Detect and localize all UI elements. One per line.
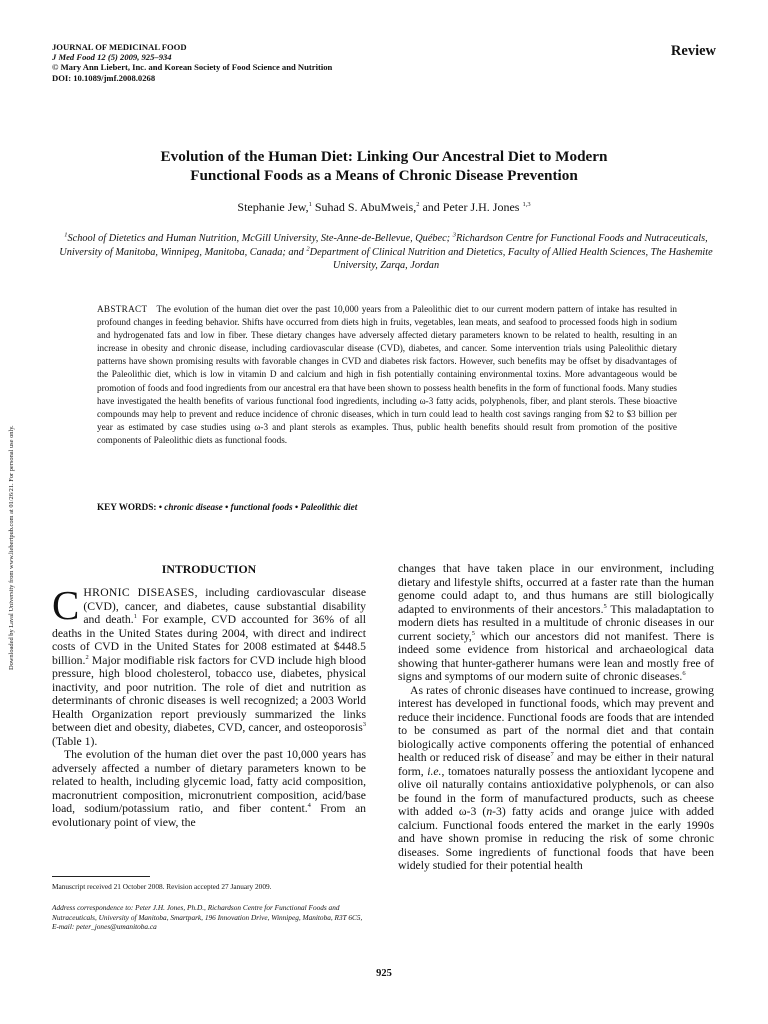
r1-text-b: This maladaptation to modern diets has resulted in a multitude of chronic diseases in our current society,	[398, 602, 714, 643]
intro-smallcaps: HRONIC DISEASES,	[83, 586, 198, 599]
ref-7: 7	[550, 751, 554, 759]
right-paragraph-2	[398, 684, 714, 873]
journal-header	[52, 42, 472, 83]
left-column	[52, 562, 366, 829]
p1-text-a: including cardiovascular disease (CVD), cancer, and diabetes, cause substantial disability and death.	[83, 586, 367, 626]
affil-3: Richardson Centre for Functional Foods and Nutraceuticals, University of Manitoba, Winnipeg, Manitoba, Canada; and	[59, 233, 708, 258]
p2-text-b: From an evolutionary point of view, the	[52, 802, 366, 829]
ref-4: 4	[307, 802, 311, 810]
r2-text-b: and may be either in their natural form,	[398, 751, 715, 778]
ref-5: 5	[603, 602, 607, 610]
author-3-affil: 1,3	[522, 201, 531, 208]
footnote-divider	[52, 876, 150, 877]
journal-citation: J Med Food 12 (5) 2009, 925–934	[52, 52, 172, 63]
affil-1: School of Dietetics and Human Nutrition, McGill University, Ste-Anne-de-Bellevue, Québec;	[67, 233, 453, 244]
ref-3: 3	[362, 721, 366, 729]
ref-6: 6	[682, 670, 686, 678]
intro-paragraph-2	[52, 748, 366, 829]
p1-text-d: (Table 1).	[52, 734, 98, 748]
affil-2-mark: 2	[306, 245, 310, 253]
r2-text-a: As rates of chronic diseases have continued to increase, growing interest has developed in functional foods, which may prevent and reduce their incidence. Functional foods are foods that are intended to be consumed as part of the normal diet and that contain biologically active components offering the potential of enhanced health or reduced risk of disease	[398, 683, 714, 764]
keywords	[97, 502, 677, 512]
drop-cap: C	[52, 582, 80, 628]
author-2: Suhad S. AbuMweis,	[311, 200, 417, 214]
ref-1: 1	[133, 613, 137, 621]
affil-1-mark: 1	[64, 231, 68, 239]
article-title	[100, 147, 668, 185]
author-1-affil: 1	[308, 201, 312, 208]
r1-text-c: which our ancestors did not manifest. There is indeed some evidence from historical and archaeological data showing that hunter-gatherer humans were lean and mostly free of signs and symptoms of our modern suite of chronic diseases.	[398, 629, 714, 683]
page-number: 925	[376, 968, 392, 979]
right-column	[398, 562, 714, 873]
author-2-affil: 2	[416, 201, 420, 208]
journal-name: JOURNAL OF MEDICINAL FOOD	[52, 42, 187, 52]
section-heading-introduction: INTRODUCTION	[161, 562, 257, 576]
doi-line: DOI: 10.1089/jmf.2008.0268	[52, 72, 156, 83]
author-1: Stephanie Jew,	[237, 200, 309, 214]
r2-text-d: -3) fatty acids and orange juice with added calcium. Functional foods entered the market in the early 1990s and have shown promise in reducing the risk of some chronic diseases. Some ingredients of functional foods that have been widely studied for their potential health	[398, 805, 714, 872]
affil-3-mark: 3	[452, 231, 456, 239]
title-line-2: Functional Foods as a Means of Chronic Disease Prevention	[190, 167, 578, 184]
title-line-1: Evolution of the Human Diet: Linking Our Ancestral Diet to Modern	[160, 148, 608, 165]
intro-paragraph-1	[52, 582, 367, 748]
r1-text-a: changes that have taken place in our environment, including dietary and lifestyle shifts, occurred at a faster rate than the human genome could adapt to, and thus humans are still biologically adapted to environments of their ancestors.	[398, 562, 714, 616]
copyright-line: © Mary Ann Liebert, Inc. and Korean Society of Food Science and Nutrition	[52, 62, 333, 73]
author-list	[150, 200, 618, 215]
abstract-text: The evolution of the human diet over the past 10,000 years from a Paleolithic diet to our current modern pattern of intake has resulted in profound changes in feeding behavior. Shifts have occurred from diets high in fruits, vegetables, lean meats, and seafood to processed foods high in sodium and hydrogenated fats and low in fiber. These dietary changes have adversely affected dietary parameters known to be related to health, resulting in an increase in obesity and chronic disease, including cardiovascular disease (CVD), diabetes, and cancer. Some intervention trials using Paleolithic dietary patterns have shown promising results with favorable changes in CVD and diabetes risk factors. However, such benefits may be offset by disadvantages of the Paleolithic diet, which is low in vitamin D and calcium and high in fish potentially containing environmental toxins. More advantageous would be promotion of foods and food ingredients from our ancestral era that have been shown to possess health benefits in the form of functional foods. Many studies have investigated the health benefits of various functional food ingredients, including ω-3 fatty acids, polyphenols, fiber, and plant sterols. These bioactive compounds may help to prevent and reduce incidence of chronic diseases, which in turn could lead to health cost savings ranging from $2 to $3 billion per year as estimated by case studies using ω-3 and plant sterols as examples. Thus, public health benefits should result from promotion of the positive components of Paleolithic diets as functional foods.	[97, 304, 677, 445]
ref-5b: 5	[471, 629, 476, 637]
affiliations	[56, 232, 716, 273]
manuscript-received-note: Manuscript received 21 October 2008. Revision accepted 27 January 2009.	[52, 882, 272, 891]
abstract	[97, 303, 677, 447]
r2-n: n	[486, 805, 493, 818]
r2-text-c: , tomatoes naturally possess the antioxidant lycopene and olive oil naturally contains antioxidative polyphenols, or can also be found in the form of manufactured products, such as cheese with added ω-3 (	[398, 764, 714, 818]
keywords-list: • chronic disease • functional foods • Paleolithic diet	[158, 502, 358, 512]
article-type: Review	[670, 43, 716, 59]
author-3: and Peter J.H. Jones	[419, 200, 520, 214]
affil-2: Department of Clinical Nutrition and Dietetics, Faculty of Allied Health Sciences, The Hashemite University, Zarqa, Jordan	[309, 246, 713, 272]
abstract-label: ABSTRACT	[97, 304, 148, 314]
keywords-label: KEY WORDS:	[97, 502, 157, 512]
correspondence-address: Address correspondence to: Peter J.H. Jones, Ph.D., Richardson Centre for Functional Foods and Nutraceuticals, University of Manitoba, Smartpark, 196 Innovation Drive, Winnipeg, Manitoba, R3T 6C5, E-mail: peter_jones@umanitoba.ca	[52, 903, 363, 931]
download-side-note: Downloaded by Laval University from www.liebertpub.com at 01/26/21. For personal use only.	[8, 425, 15, 670]
p1-text-b: For example, CVD accounted for 36% of all deaths in the United States during 2004, with direct and indirect costs of CVD in the United States for 2008 estimated at $448.5 billion.	[52, 613, 367, 667]
right-paragraph-1	[398, 562, 714, 684]
ref-2: 2	[85, 653, 89, 661]
r2-ie: i.e.	[427, 764, 442, 778]
p2-text-a: The evolution of the human diet over the past 10,000 years has adversely affected a number of dietary parameters known to be related to health, including glycemic load, fatty acid composition, macronutrient composition, micronutrient composition, acid/base load, sodium/potassium ratio, and fiber content.	[52, 748, 366, 815]
p1-text-c: Major modifiable risk factors for CVD include high blood pressure, high blood cholesterol, tobacco use, diabetes, physical inactivity, and poor nutrition. The role of diet and nutrition as determinants of chronic diseases is well recognized; a 2003 World Health Organization report previously summarized the links between diet and obesity, diabetes, CVD, cancer, and osteoporosis	[52, 653, 366, 734]
